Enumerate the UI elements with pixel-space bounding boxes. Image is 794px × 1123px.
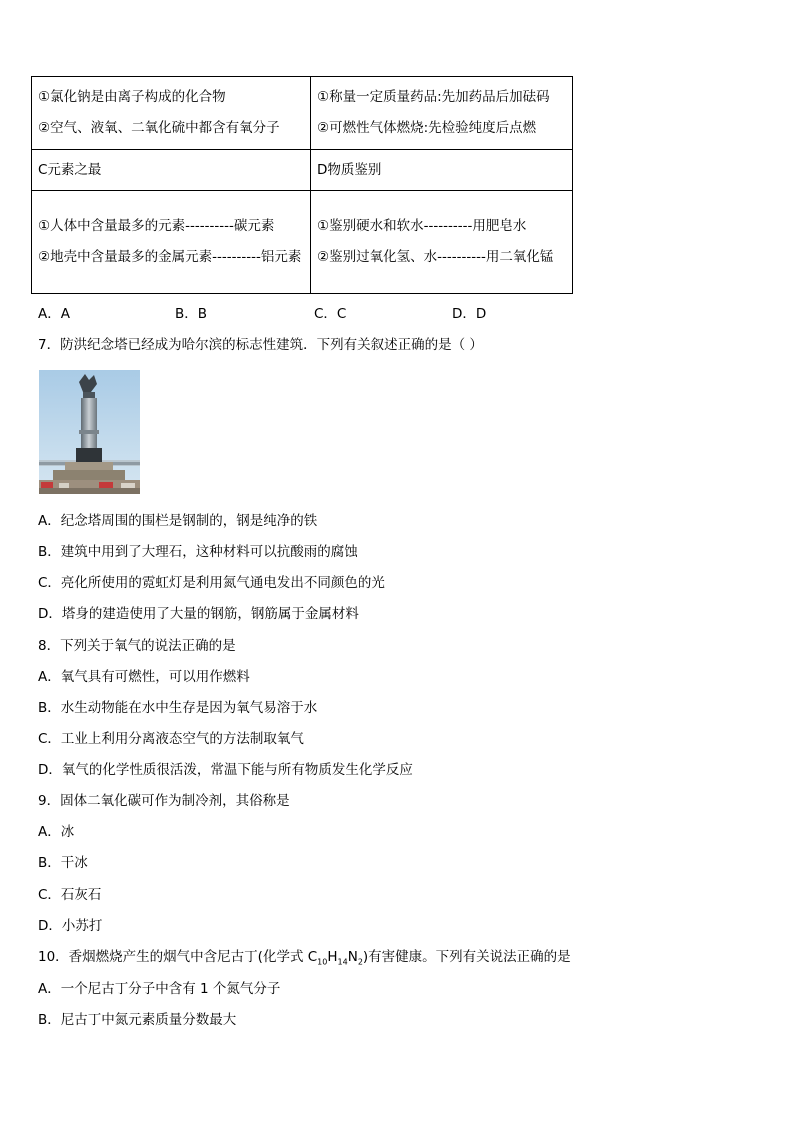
cell-b-line-1: ①称量一定质量药品:先加药品后加砝码 [317,89,550,105]
cell-d-line-2: ②鉴别过氧化氢、水----------用二氧化锰 [317,249,554,265]
q6-choice-c[interactable]: C．C [314,306,347,322]
cell-b [311,77,573,150]
cell-d [311,191,573,294]
cell-b-line-2: ②可燃性气体燃烧:先检验纯度后点燃 [317,120,537,136]
q10-option-b[interactable]: B．尼古丁中氮元素质量分数最大 [38,1012,237,1028]
cell-a [32,77,311,150]
q8-stem: 8．下列关于氧气的说法正确的是 [38,638,236,654]
q8-option-d[interactable]: D．氧气的化学性质很活泼，常温下能与所有物质发生化学反应 [38,762,413,778]
q10-n: N [347,949,358,965]
q10-option-a[interactable]: A．一个尼古丁分子中含有 1 个氮气分子 [38,981,281,997]
q10-h: H [327,949,338,965]
q10-stem [38,947,571,973]
q7-option-d[interactable]: D．塔身的建造使用了大量的钢筋，钢筋属于金属材料 [38,606,359,622]
q9-option-c[interactable]: C．石灰石 [38,887,102,903]
cell-a-line-1: ①氯化钠是由离子构成的化合物 [38,89,226,105]
q9-option-b[interactable]: B．干冰 [38,855,88,871]
options-table [31,76,573,294]
table-row [32,191,573,294]
q10-stem-after: )有害健康。下列有关说法正确的是 [362,949,571,965]
q7-option-a[interactable]: A．纪念塔周围的围栏是钢制的，钢是纯净的铁 [38,513,318,529]
q7-option-c[interactable]: C．亮化所使用的霓虹灯是利用氮气通电发出不同颜色的光 [38,575,385,591]
q9-option-a[interactable]: A．冰 [38,824,75,840]
q7-stem: 7．防洪纪念塔已经成为哈尔滨的标志性建筑．下列有关叙述正确的是（ ） [38,337,483,353]
q6-choice-b[interactable]: B．B [175,306,208,322]
header-c: C元素之最 [32,150,311,191]
q10-sub-n: 2 [357,957,363,967]
cell-c-line-2: ②地壳中含量最多的金属元素----------铝元素 [38,249,302,265]
q9-stem: 9．固体二氧化碳可作为制冷剂，其俗称是 [38,793,290,809]
table-row [32,77,573,150]
cell-c [32,191,311,294]
q10-sub-c: 10 [317,957,328,967]
q8-option-a[interactable]: A．氧气具有可燃性，可以用作燃料 [38,669,250,685]
header-d: D物质鉴别 [311,150,573,191]
q6-choice-a[interactable]: A．A [38,306,70,322]
q10-sub-h: 14 [337,957,348,967]
q6-choices [38,302,578,322]
q8-option-b[interactable]: B．水生动物能在水中生存是因为氧气易溶于水 [38,700,318,716]
q9-option-d[interactable]: D．小苏打 [38,918,103,934]
cell-a-line-2: ②空气、液氧、二氧化硫中都含有氧分子 [38,120,280,136]
q6-choice-d[interactable]: D．D [452,306,487,322]
q7-option-b[interactable]: B．建筑中用到了大理石，这种材料可以抗酸雨的腐蚀 [38,544,358,560]
table-row [32,150,573,191]
q10-stem-before: 10．香烟燃烧产生的烟气中含尼古丁(化学式 C [38,949,318,965]
monument-illustration [39,370,140,494]
cell-d-line-1: ①鉴别硬水和软水----------用肥皂水 [317,218,527,234]
cell-c-line-1: ①人体中含量最多的元素----------碳元素 [38,218,275,234]
q8-option-c[interactable]: C．工业上利用分离液态空气的方法制取氧气 [38,731,304,747]
monument-photo [39,370,140,494]
